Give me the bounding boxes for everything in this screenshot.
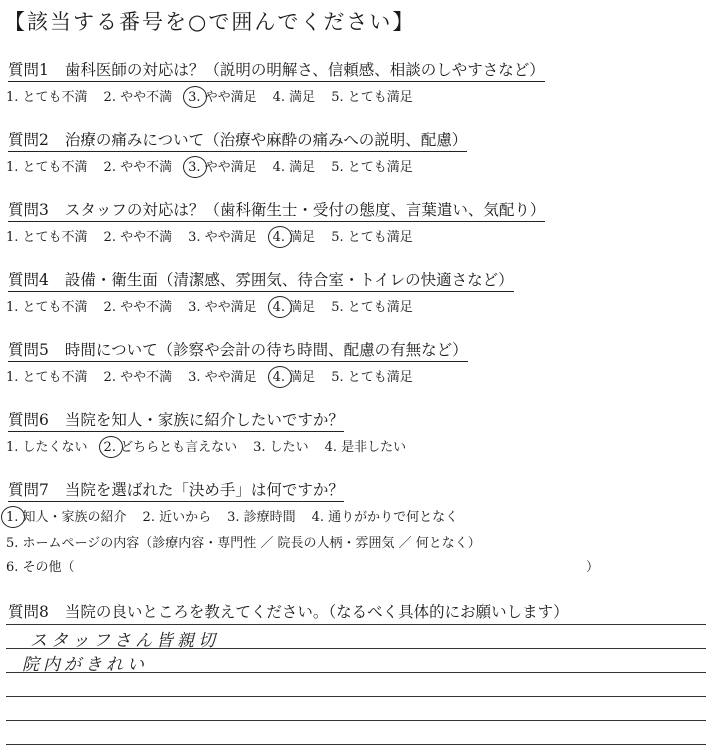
- question-5-text: 時間について（診察や会計の待ち時間、配慮の有無など）: [64, 341, 468, 359]
- question-8-number: 質問8: [8, 603, 49, 621]
- q5-option-1[interactable]: 1. とても不満: [6, 370, 88, 385]
- selected-number-circle: 2.: [103, 440, 116, 455]
- selected-number-circle: 4.: [272, 230, 286, 245]
- q8-answer-line-2[interactable]: 院内がきれい: [22, 655, 148, 675]
- question-1-number: 質問1: [8, 61, 49, 79]
- q5-option-5[interactable]: 5. とても満足: [331, 370, 413, 385]
- q7-option-line-2[interactable]: 5. ホームページの内容（診療内容・専門性 ／ 院長の人柄・雰囲気 ／ 何となく）: [6, 536, 481, 551]
- question-2-label: [8, 128, 467, 152]
- selected-number-circle: 3.: [188, 160, 201, 175]
- q7-other-close: ）: [586, 560, 600, 575]
- q1-option-3-selected[interactable]: 3. やや満足: [188, 90, 257, 105]
- question-3-label: [8, 198, 545, 222]
- question-1-options: [6, 86, 429, 105]
- question-1-label: [8, 58, 545, 82]
- q7-option-line-3[interactable]: [6, 556, 606, 575]
- q3-option-5[interactable]: 5. とても満足: [331, 230, 413, 245]
- selected-number-circle: 3.: [188, 90, 201, 105]
- question-7-number: 質問7: [8, 481, 49, 499]
- q1-option-5[interactable]: 5. とても満足: [331, 90, 413, 105]
- q5-option-3[interactable]: 3. やや満足: [188, 370, 257, 385]
- q2-option-2[interactable]: 2. やや不満: [103, 160, 173, 175]
- form-header: 【該当する番号を○で囲んでください】: [4, 10, 416, 34]
- q4-option-1[interactable]: 1. とても不満: [6, 300, 88, 315]
- q7-option-4[interactable]: 4. 通りがかりで何となく: [311, 510, 459, 525]
- question-4-text: 設備・衛生面（清潔感、雰囲気、待合室・トイレの快適さなど）: [64, 271, 514, 289]
- question-4-options: [6, 296, 429, 315]
- question-6-options: [6, 436, 422, 455]
- answer-rule-2: [6, 648, 706, 649]
- question-5: [8, 338, 468, 362]
- selected-number-circle: 4.: [272, 300, 286, 315]
- answer-rule-3: [6, 672, 706, 673]
- question-6-number: 質問6: [8, 411, 49, 429]
- q6-option-2-selected[interactable]: 2. どちらとも言えない: [103, 440, 238, 455]
- answer-rule-4: [6, 696, 706, 697]
- question-3-options: [6, 226, 429, 245]
- question-1-text: 歯科医師の対応は？（説明の明解さ、信頼感、相談のしやすさなど）: [64, 61, 545, 79]
- question-5-label: [8, 338, 468, 362]
- question-7-options: [6, 506, 474, 525]
- question-7-text: 当院を選ばれた「決め手」は何ですか？: [64, 481, 344, 499]
- q1-option-1[interactable]: 1. とても不満: [6, 90, 88, 105]
- q8-answer-line-1[interactable]: スタッフさん皆親切: [30, 631, 219, 651]
- q2-option-1[interactable]: 1. とても不満: [6, 160, 88, 175]
- q5-option-4-selected[interactable]: 4. 満足: [272, 370, 316, 385]
- q3-option-1[interactable]: 1. とても不満: [6, 230, 88, 245]
- question-4-label: [8, 268, 514, 292]
- q4-option-3[interactable]: 3. やや満足: [188, 300, 257, 315]
- q3-option-3[interactable]: 3. やや満足: [188, 230, 257, 245]
- q2-option-3-selected[interactable]: 3. やや満足: [188, 160, 257, 175]
- q4-option-4-selected[interactable]: 4. 満足: [272, 300, 316, 315]
- question-7: [8, 478, 344, 502]
- question-3: [8, 198, 545, 222]
- q3-option-2[interactable]: 2. やや不満: [103, 230, 173, 245]
- q1-option-4[interactable]: 4. 満足: [272, 90, 316, 105]
- selected-number-circle: 1.: [6, 510, 19, 525]
- question-1: [8, 58, 545, 82]
- question-2-options: [6, 156, 429, 175]
- q7-other-label: 6. その他（: [6, 560, 75, 575]
- q6-option-1[interactable]: 1. したくない: [6, 440, 88, 455]
- q7-option-3[interactable]: 3. 診療時間: [227, 510, 296, 525]
- question-3-number: 質問3: [8, 201, 49, 219]
- question-4: [8, 268, 514, 292]
- q7-option-2[interactable]: 2. 近いから: [142, 510, 212, 525]
- q4-option-2[interactable]: 2. やや不満: [103, 300, 173, 315]
- question-8-text: 当院の良いところを教えてください。（なるべく具体的にお願いします）: [64, 603, 569, 621]
- question-6: [8, 408, 344, 432]
- question-2-text: 治療の痛みについて（治療や麻酔の痛みへの説明、配慮）: [64, 131, 468, 149]
- answer-rule-6: [6, 744, 706, 745]
- question-6-label: [8, 408, 344, 432]
- question-5-number: 質問5: [8, 341, 49, 359]
- q5-option-2[interactable]: 2. やや不満: [103, 370, 173, 385]
- question-8: [8, 600, 569, 622]
- question-2: [8, 128, 467, 152]
- q1-option-2[interactable]: 2. やや不満: [103, 90, 173, 105]
- question-7-label: [8, 478, 344, 502]
- answer-rule-5: [6, 720, 706, 721]
- question-5-options: [6, 366, 429, 385]
- question-3-text: スタッフの対応は？（歯科衛生士・受付の態度、言葉遣い、気配り）: [64, 201, 546, 219]
- q4-option-5[interactable]: 5. とても満足: [331, 300, 413, 315]
- q7-option-1-selected[interactable]: 1. 知人・家族の紹介: [6, 510, 127, 525]
- q6-option-3[interactable]: 3. したい: [253, 440, 309, 455]
- question-6-text: 当院を知人・家族に紹介したいですか？: [64, 411, 344, 429]
- selected-number-circle: 4.: [272, 370, 286, 385]
- q6-option-4[interactable]: 4. 是非したい: [324, 440, 407, 455]
- q2-option-5[interactable]: 5. とても満足: [331, 160, 413, 175]
- answer-rule-1: [6, 624, 706, 625]
- question-4-number: 質問4: [8, 271, 49, 289]
- q3-option-4-selected[interactable]: 4. 満足: [272, 230, 316, 245]
- q2-option-4[interactable]: 4. 満足: [272, 160, 316, 175]
- question-2-number: 質問2: [8, 131, 49, 149]
